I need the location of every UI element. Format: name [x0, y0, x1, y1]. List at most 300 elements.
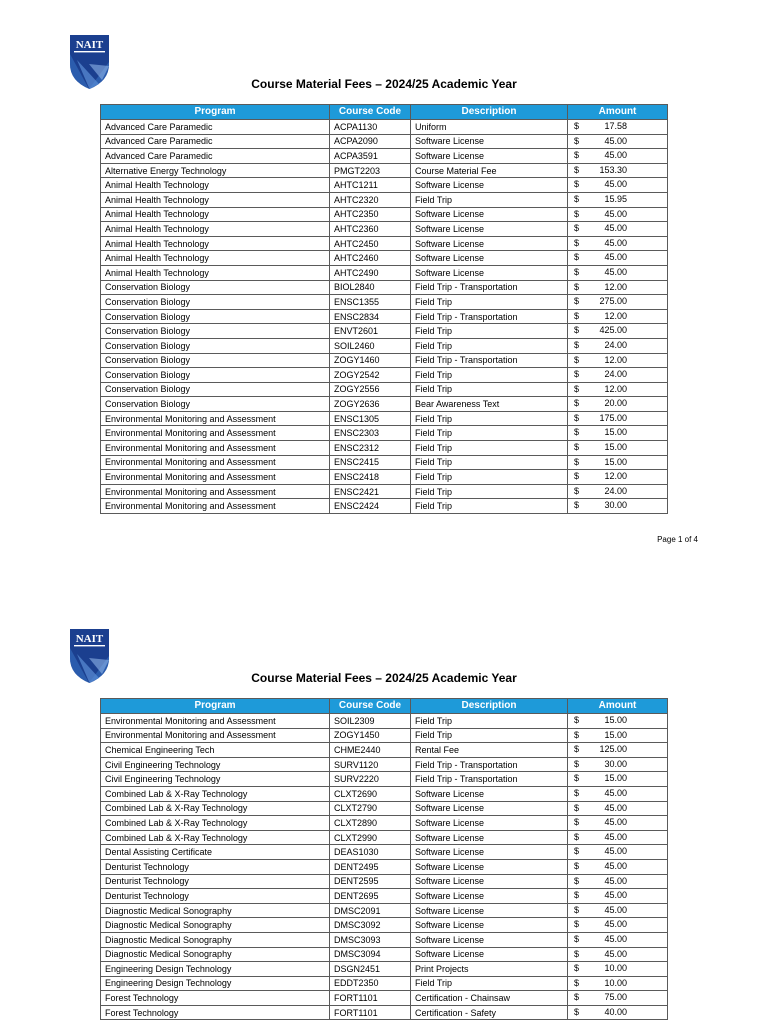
amount-value: 12.00 [604, 354, 627, 365]
currency-symbol: $ [574, 179, 580, 190]
currency-symbol: $ [574, 817, 580, 828]
amount-value: 275.00 [599, 296, 627, 307]
cell-program: Engineering Design Technology [101, 976, 330, 991]
cell-description: Field Trip [411, 368, 568, 383]
table-row [101, 397, 668, 412]
amount-value: 45.00 [604, 252, 627, 263]
amount-value: 45.00 [604, 890, 627, 901]
cell-description: Field Trip - Transportation [411, 772, 568, 787]
currency-symbol: $ [574, 325, 580, 336]
cell-course-code: CHME2440 [330, 743, 411, 758]
table-row [101, 757, 668, 772]
cell-course-code: AHTC1211 [330, 178, 411, 193]
amount-value: 45.00 [604, 802, 627, 813]
cell-course-code: AHTC2460 [330, 251, 411, 266]
currency-symbol: $ [574, 354, 580, 365]
cell-description: Software License [411, 265, 568, 280]
currency-symbol: $ [574, 471, 580, 482]
cell-program: Animal Health Technology [101, 178, 330, 193]
cell-amount [568, 397, 668, 412]
cell-amount [568, 222, 668, 237]
cell-amount [568, 426, 668, 441]
currency-symbol: $ [574, 485, 580, 496]
table-row [101, 441, 668, 456]
table-row [101, 324, 668, 339]
table-row [101, 801, 668, 816]
amount-value: 24.00 [604, 369, 627, 380]
currency-symbol: $ [574, 977, 580, 988]
cell-course-code: ENSC1305 [330, 411, 411, 426]
amount-value: 40.00 [604, 1006, 627, 1017]
currency-symbol: $ [574, 223, 580, 234]
cell-description: Field Trip [411, 728, 568, 743]
table-row [101, 743, 668, 758]
cell-amount [568, 441, 668, 456]
cell-program: Conservation Biology [101, 309, 330, 324]
cell-course-code: AHTC2350 [330, 207, 411, 222]
cell-course-code: SURV1120 [330, 757, 411, 772]
currency-symbol: $ [574, 383, 580, 394]
amount-value: 45.00 [604, 875, 627, 886]
cell-program: Environmental Monitoring and Assessment [101, 426, 330, 441]
cell-description: Field Trip [411, 441, 568, 456]
cell-description: Software License [411, 801, 568, 816]
cell-amount [568, 382, 668, 397]
cell-program: Diagnostic Medical Sonography [101, 947, 330, 962]
header-description: Description [411, 105, 568, 120]
cell-course-code: ENSC2424 [330, 499, 411, 514]
cell-description: Software License [411, 816, 568, 831]
currency-symbol: $ [574, 802, 580, 813]
amount-value: 15.00 [604, 715, 627, 725]
cell-description: Software License [411, 889, 568, 904]
page-number: Page 1 of 4 [657, 535, 698, 544]
cell-description: Field Trip [411, 192, 568, 207]
table-row [101, 728, 668, 743]
cell-description: Software License [411, 830, 568, 845]
cell-description: Software License [411, 149, 568, 164]
cell-program: Forest Technology [101, 991, 330, 1006]
cell-description: Field Trip [411, 324, 568, 339]
cell-course-code: ZOGY2542 [330, 368, 411, 383]
cell-amount [568, 714, 668, 729]
cell-description: Software License [411, 903, 568, 918]
cell-course-code: DMSC2091 [330, 903, 411, 918]
cell-program: Animal Health Technology [101, 251, 330, 266]
cell-amount [568, 484, 668, 499]
table-header-row [101, 699, 668, 714]
amount-value: 125.00 [599, 744, 627, 755]
cell-amount [568, 163, 668, 178]
cell-description: Print Projects [411, 962, 568, 977]
cell-course-code: SURV2220 [330, 772, 411, 787]
amount-value: 15.00 [604, 773, 627, 784]
cell-amount [568, 757, 668, 772]
cell-amount [568, 874, 668, 889]
cell-course-code: EDDT2350 [330, 976, 411, 991]
logo-text: NAIT [75, 39, 104, 51]
cell-amount [568, 976, 668, 991]
cell-amount [568, 368, 668, 383]
amount-value: 20.00 [604, 398, 627, 409]
table-row [101, 918, 668, 933]
cell-program: Environmental Monitoring and Assessment [101, 499, 330, 514]
currency-symbol: $ [574, 310, 580, 321]
amount-value: 45.00 [604, 223, 627, 234]
amount-value: 45.00 [604, 787, 627, 798]
cell-amount [568, 830, 668, 845]
table-row [101, 368, 668, 383]
cell-amount [568, 207, 668, 222]
cell-program: Environmental Monitoring and Assessment [101, 470, 330, 485]
cell-program: Environmental Monitoring and Assessment [101, 411, 330, 426]
cell-course-code: CLXT2690 [330, 786, 411, 801]
table-row [101, 772, 668, 787]
currency-symbol: $ [574, 412, 580, 423]
cell-description: Bear Awareness Text [411, 397, 568, 412]
amount-value: 12.00 [604, 310, 627, 321]
cell-course-code: ZOGY2636 [330, 397, 411, 412]
currency-symbol: $ [574, 442, 580, 453]
table-row [101, 382, 668, 397]
cell-amount [568, 280, 668, 295]
logo-text: NAIT [75, 633, 104, 645]
cell-description: Software License [411, 859, 568, 874]
currency-symbol: $ [574, 208, 580, 219]
cell-amount [568, 324, 668, 339]
cell-program: Environmental Monitoring and Assessment [101, 441, 330, 456]
cell-program: Conservation Biology [101, 338, 330, 353]
cell-amount [568, 786, 668, 801]
cell-program: Animal Health Technology [101, 265, 330, 280]
table-row [101, 178, 668, 193]
cell-course-code: AHTC2360 [330, 222, 411, 237]
cell-course-code: ENSC2834 [330, 309, 411, 324]
cell-amount [568, 411, 668, 426]
amount-value: 153.30 [599, 164, 627, 175]
cell-amount [568, 859, 668, 874]
cell-amount [568, 743, 668, 758]
currency-symbol: $ [574, 266, 580, 277]
header-amount: Amount [568, 699, 668, 714]
amount-value: 45.00 [604, 860, 627, 871]
table-row [101, 192, 668, 207]
amount-value: 10.00 [604, 977, 627, 988]
table-row [101, 1005, 668, 1020]
cell-course-code: FORT1101 [330, 991, 411, 1006]
cell-program: Diagnostic Medical Sonography [101, 932, 330, 947]
cell-program: Combined Lab & X-Ray Technology [101, 830, 330, 845]
table-row [101, 149, 668, 164]
currency-symbol: $ [574, 963, 580, 974]
header-program: Program [101, 699, 330, 714]
cell-amount [568, 772, 668, 787]
cell-course-code: DMSC3092 [330, 918, 411, 933]
cell-description: Software License [411, 222, 568, 237]
cell-description: Field Trip [411, 470, 568, 485]
cell-program: Environmental Monitoring and Assessment [101, 728, 330, 743]
cell-program: Civil Engineering Technology [101, 757, 330, 772]
cell-course-code: ENVT2601 [330, 324, 411, 339]
cell-program: Environmental Monitoring and Assessment [101, 714, 330, 729]
cell-program: Animal Health Technology [101, 222, 330, 237]
cell-amount [568, 947, 668, 962]
currency-symbol: $ [574, 875, 580, 886]
cell-amount [568, 845, 668, 860]
cell-course-code: DENT2595 [330, 874, 411, 889]
cell-program: Conservation Biology [101, 280, 330, 295]
table-header-row [101, 105, 668, 120]
currency-symbol: $ [574, 787, 580, 798]
amount-value: 15.00 [604, 442, 627, 453]
table-row [101, 830, 668, 845]
amount-value: 30.00 [604, 500, 627, 511]
cell-description: Software License [411, 874, 568, 889]
cell-description: Field Trip - Transportation [411, 353, 568, 368]
cell-description: Field Trip [411, 338, 568, 353]
cell-program: Alternative Energy Technology [101, 163, 330, 178]
cell-course-code: AHTC2450 [330, 236, 411, 251]
cell-amount [568, 728, 668, 743]
table-row [101, 295, 668, 310]
cell-description: Software License [411, 845, 568, 860]
currency-symbol: $ [574, 121, 580, 131]
table-row [101, 991, 668, 1006]
cell-description: Field Trip - Transportation [411, 757, 568, 772]
amount-value: 45.00 [604, 179, 627, 190]
currency-symbol: $ [574, 1006, 580, 1017]
cell-program: Denturist Technology [101, 859, 330, 874]
table-row [101, 120, 668, 135]
cell-description: Software License [411, 236, 568, 251]
cell-amount [568, 816, 668, 831]
cell-course-code: SOIL2460 [330, 338, 411, 353]
amount-value: 15.00 [604, 729, 627, 740]
cell-amount [568, 120, 668, 135]
cell-description: Software License [411, 918, 568, 933]
cell-program: Combined Lab & X-Ray Technology [101, 816, 330, 831]
cell-program: Advanced Care Paramedic [101, 120, 330, 135]
table-row [101, 426, 668, 441]
cell-program: Combined Lab & X-Ray Technology [101, 786, 330, 801]
amount-value: 15.00 [604, 456, 627, 467]
cell-description: Field Trip [411, 295, 568, 310]
currency-symbol: $ [574, 715, 580, 725]
cell-amount [568, 236, 668, 251]
table-row [101, 280, 668, 295]
table-row [101, 859, 668, 874]
currency-symbol: $ [574, 890, 580, 901]
cell-amount [568, 470, 668, 485]
table-row [101, 455, 668, 470]
currency-symbol: $ [574, 831, 580, 842]
header-course-code: Course Code [330, 105, 411, 120]
cell-description: Course Material Fee [411, 163, 568, 178]
cell-amount [568, 903, 668, 918]
cell-amount [568, 889, 668, 904]
amount-value: 15.00 [604, 427, 627, 438]
amount-value: 24.00 [604, 339, 627, 350]
amount-value: 17.58 [604, 121, 627, 131]
table-row [101, 816, 668, 831]
cell-amount [568, 801, 668, 816]
currency-symbol: $ [574, 398, 580, 409]
table-row [101, 903, 668, 918]
cell-description: Certification - Chainsaw [411, 991, 568, 1006]
currency-symbol: $ [574, 150, 580, 161]
fees-table [100, 698, 668, 1020]
cell-program: Animal Health Technology [101, 192, 330, 207]
table-row [101, 484, 668, 499]
amount-value: 45.00 [604, 135, 627, 146]
cell-course-code: CLXT2890 [330, 816, 411, 831]
cell-course-code: DMSC3094 [330, 947, 411, 962]
cell-description: Field Trip [411, 714, 568, 729]
currency-symbol: $ [574, 237, 580, 248]
cell-description: Software License [411, 251, 568, 266]
cell-program: Environmental Monitoring and Assessment [101, 455, 330, 470]
cell-course-code: ENSC2303 [330, 426, 411, 441]
cell-description: Certification - Safety [411, 1005, 568, 1020]
amount-value: 10.00 [604, 963, 627, 974]
cell-program: Engineering Design Technology [101, 962, 330, 977]
amount-value: 12.00 [604, 471, 627, 482]
table-row [101, 338, 668, 353]
amount-value: 45.00 [604, 831, 627, 842]
amount-value: 45.00 [604, 919, 627, 930]
cell-program: Animal Health Technology [101, 236, 330, 251]
cell-description: Field Trip [411, 484, 568, 499]
currency-symbol: $ [574, 773, 580, 784]
currency-symbol: $ [574, 758, 580, 769]
cell-amount [568, 932, 668, 947]
table-row [101, 962, 668, 977]
cell-description: Field Trip [411, 426, 568, 441]
currency-symbol: $ [574, 744, 580, 755]
cell-amount [568, 309, 668, 324]
table-row [101, 786, 668, 801]
cell-amount [568, 918, 668, 933]
cell-amount [568, 178, 668, 193]
amount-value: 45.00 [604, 266, 627, 277]
cell-course-code: SOIL2309 [330, 714, 411, 729]
amount-value: 45.00 [604, 846, 627, 857]
currency-symbol: $ [574, 500, 580, 511]
currency-symbol: $ [574, 296, 580, 307]
cell-course-code: CLXT2790 [330, 801, 411, 816]
page-title: Course Material Fees – 2024/25 Academic Year [251, 77, 517, 91]
table-row [101, 236, 668, 251]
table-row [101, 207, 668, 222]
table-row [101, 976, 668, 991]
cell-course-code: DENT2495 [330, 859, 411, 874]
cell-description: Field Trip - Transportation [411, 280, 568, 295]
cell-course-code: AHTC2490 [330, 265, 411, 280]
amount-value: 45.00 [604, 933, 627, 944]
header-amount: Amount [568, 105, 668, 120]
cell-course-code: ACPA1130 [330, 120, 411, 135]
cell-program: Forest Technology [101, 1005, 330, 1020]
header-description: Description [411, 699, 568, 714]
cell-amount [568, 962, 668, 977]
cell-program: Conservation Biology [101, 324, 330, 339]
cell-amount [568, 455, 668, 470]
currency-symbol: $ [574, 904, 580, 915]
cell-course-code: BIOL2840 [330, 280, 411, 295]
cell-program: Animal Health Technology [101, 207, 330, 222]
currency-symbol: $ [574, 339, 580, 350]
cell-course-code: ENSC2418 [330, 470, 411, 485]
table-row [101, 714, 668, 729]
cell-description: Software License [411, 932, 568, 947]
currency-symbol: $ [574, 860, 580, 871]
cell-course-code: ZOGY1460 [330, 353, 411, 368]
table-row [101, 947, 668, 962]
cell-program: Denturist Technology [101, 874, 330, 889]
amount-value: 45.00 [604, 150, 627, 161]
cell-course-code: DENT2695 [330, 889, 411, 904]
cell-course-code: ENSC1355 [330, 295, 411, 310]
amount-value: 24.00 [604, 485, 627, 496]
cell-amount [568, 1005, 668, 1020]
amount-value: 12.00 [604, 281, 627, 292]
table-row [101, 411, 668, 426]
cell-program: Conservation Biology [101, 368, 330, 383]
table-row [101, 932, 668, 947]
cell-amount [568, 251, 668, 266]
cell-course-code: PMGT2203 [330, 163, 411, 178]
cell-amount [568, 192, 668, 207]
table-row [101, 499, 668, 514]
cell-course-code: CLXT2990 [330, 830, 411, 845]
amount-value: 12.00 [604, 383, 627, 394]
header-program: Program [101, 105, 330, 120]
cell-course-code: DMSC3093 [330, 932, 411, 947]
cell-course-code: AHTC2320 [330, 192, 411, 207]
cell-amount [568, 265, 668, 280]
cell-description: Uniform [411, 120, 568, 135]
currency-symbol: $ [574, 919, 580, 930]
cell-description: Field Trip [411, 382, 568, 397]
amount-value: 175.00 [599, 412, 627, 423]
table-row [101, 251, 668, 266]
cell-amount [568, 353, 668, 368]
cell-program: Dental Assisting Certificate [101, 845, 330, 860]
cell-description: Software License [411, 178, 568, 193]
currency-symbol: $ [574, 427, 580, 438]
cell-program: Chemical Engineering Tech [101, 743, 330, 758]
amount-value: 75.00 [604, 992, 627, 1003]
amount-value: 45.00 [604, 237, 627, 248]
amount-value: 45.00 [604, 948, 627, 959]
header-course-code: Course Code [330, 699, 411, 714]
currency-symbol: $ [574, 729, 580, 740]
cell-course-code: FORT1101 [330, 1005, 411, 1020]
table-row [101, 134, 668, 149]
table-row [101, 163, 668, 178]
cell-amount [568, 295, 668, 310]
cell-course-code: ZOGY1450 [330, 728, 411, 743]
amount-value: 15.95 [604, 193, 627, 204]
cell-description: Field Trip [411, 455, 568, 470]
cell-program: Diagnostic Medical Sonography [101, 918, 330, 933]
cell-program: Conservation Biology [101, 295, 330, 310]
amount-value: 30.00 [604, 758, 627, 769]
currency-symbol: $ [574, 948, 580, 959]
table-row [101, 845, 668, 860]
currency-symbol: $ [574, 164, 580, 175]
currency-symbol: $ [574, 846, 580, 857]
